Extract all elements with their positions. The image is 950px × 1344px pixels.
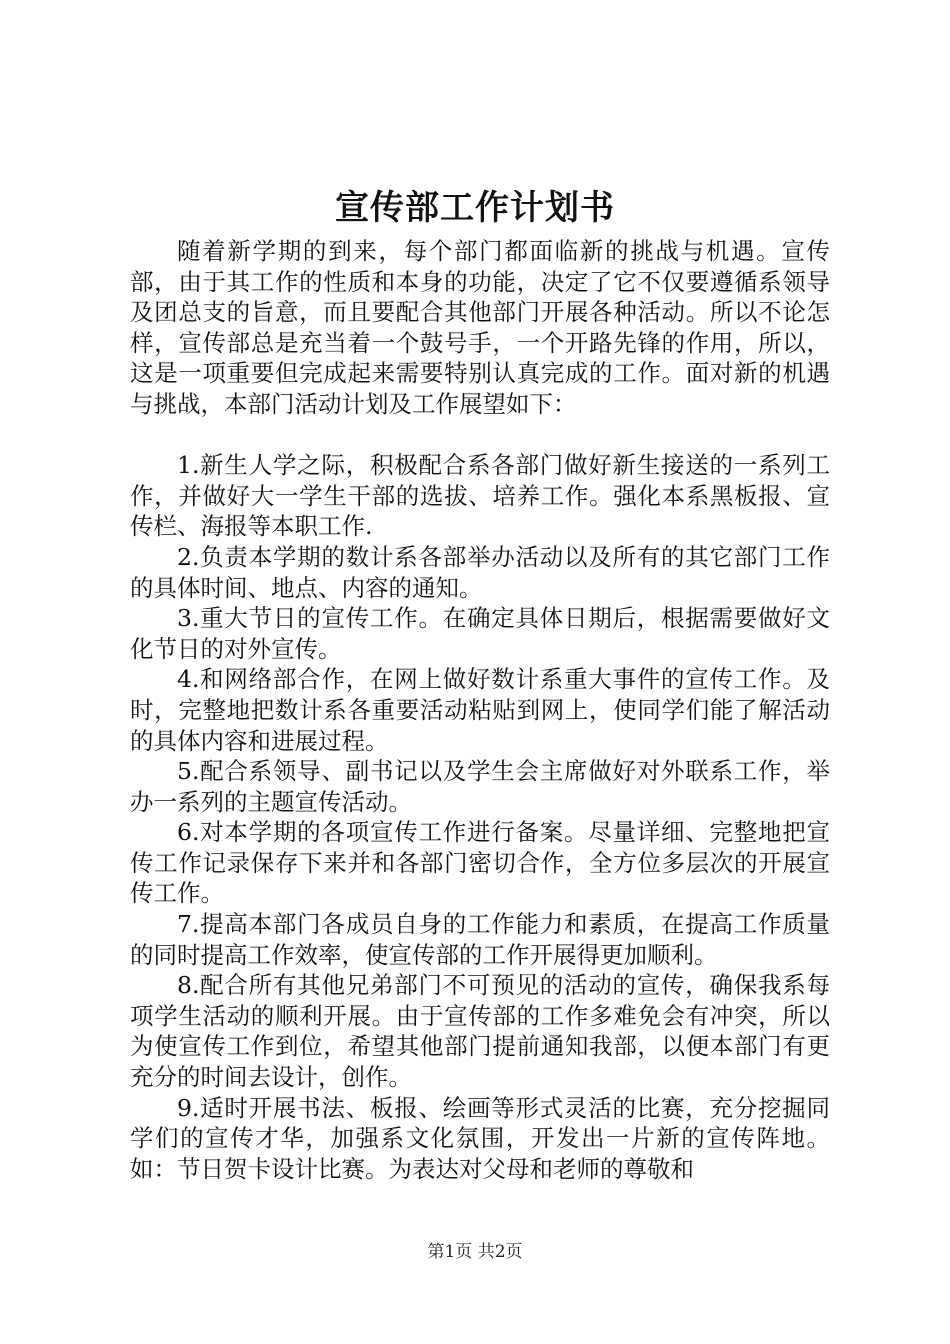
plan-item-6: 6.对本学期的各项宣传工作进行备案。尽量详细、完整地把宣传工作记录保存下来并和各部门密切合作，全方位多层次的开展宣传工作。 xyxy=(130,818,830,908)
plan-item-4: 4.和网络部合作，在网上做好数计系重大事件的宣传工作。及时，完整地把数计系各重要活动粘贴到网上，使同学们能了解活动的具体内容和进展过程。 xyxy=(130,665,830,755)
page-number-footer: 第1页 共2页 xyxy=(427,1242,523,1262)
document-body xyxy=(130,236,830,1184)
document-title: 宣传部工作计划书 xyxy=(335,188,615,228)
plan-item-7: 7.提高本部门各成员自身的工作能力和素质，在提高工作质量的同时提高工作效率，使宣传部的工作开展得更加顺利。 xyxy=(130,910,830,969)
plan-item-5: 5.配合系领导、副书记以及学生会主席做好对外联系工作，举办一系列的主题宣传活动。 xyxy=(130,757,830,816)
plan-item-3: 3.重大节日的宣传工作。在确定具体日期后，根据需要做好文化节日的对外宣传。 xyxy=(130,604,830,663)
plan-item-9: 9.适时开展书法、板报、绘画等形式灵活的比赛，充分挖掘同学们的宣传才华，加强系文化氛围，开发出一片新的宣传阵地。如：节日贺卡设计比赛。为表达对父母和老师的尊敬和 xyxy=(130,1093,830,1183)
plan-item-2: 2.负责本学期的数计系各部举办活动以及所有的其它部门工作的具体时间、地点、内容的通知。 xyxy=(130,542,830,602)
plan-item-8: 8.配合所有其他兄弟部门不可预见的活动的宣传，确保我系每项学生活动的顺利开展。由于宣传部的工作多难免会有冲突，所以为使宣传工作到位，希望其他部门提前通知我部，以便本部门有更充分的时间去设计，创作。 xyxy=(130,971,830,1092)
intro-paragraph: 随着新学期的到来，每个部门都面临新的挑战与机遇。宣传部，由于其工作的性质和本身的功能，决定了它不仅要遵循系领导及团总支的旨意，而且要配合其他部门开展各种活动。所以不论怎样，宣传部总是充当着一个鼓号手，一个开路先锋的作用，所以，这是一项重要但完成起来需要特别认真完成的工作。面对新的机遇与挑战，本部门活动计划及工作展望如下： xyxy=(130,237,830,418)
plan-item-1: 1.新生人学之际，积极配合系各部门做好新生接送的一系列工作，并做好大一学生干部的选拔、培养工作。强化本系黑板报、宣传栏、海报等本职工作. xyxy=(130,451,830,541)
